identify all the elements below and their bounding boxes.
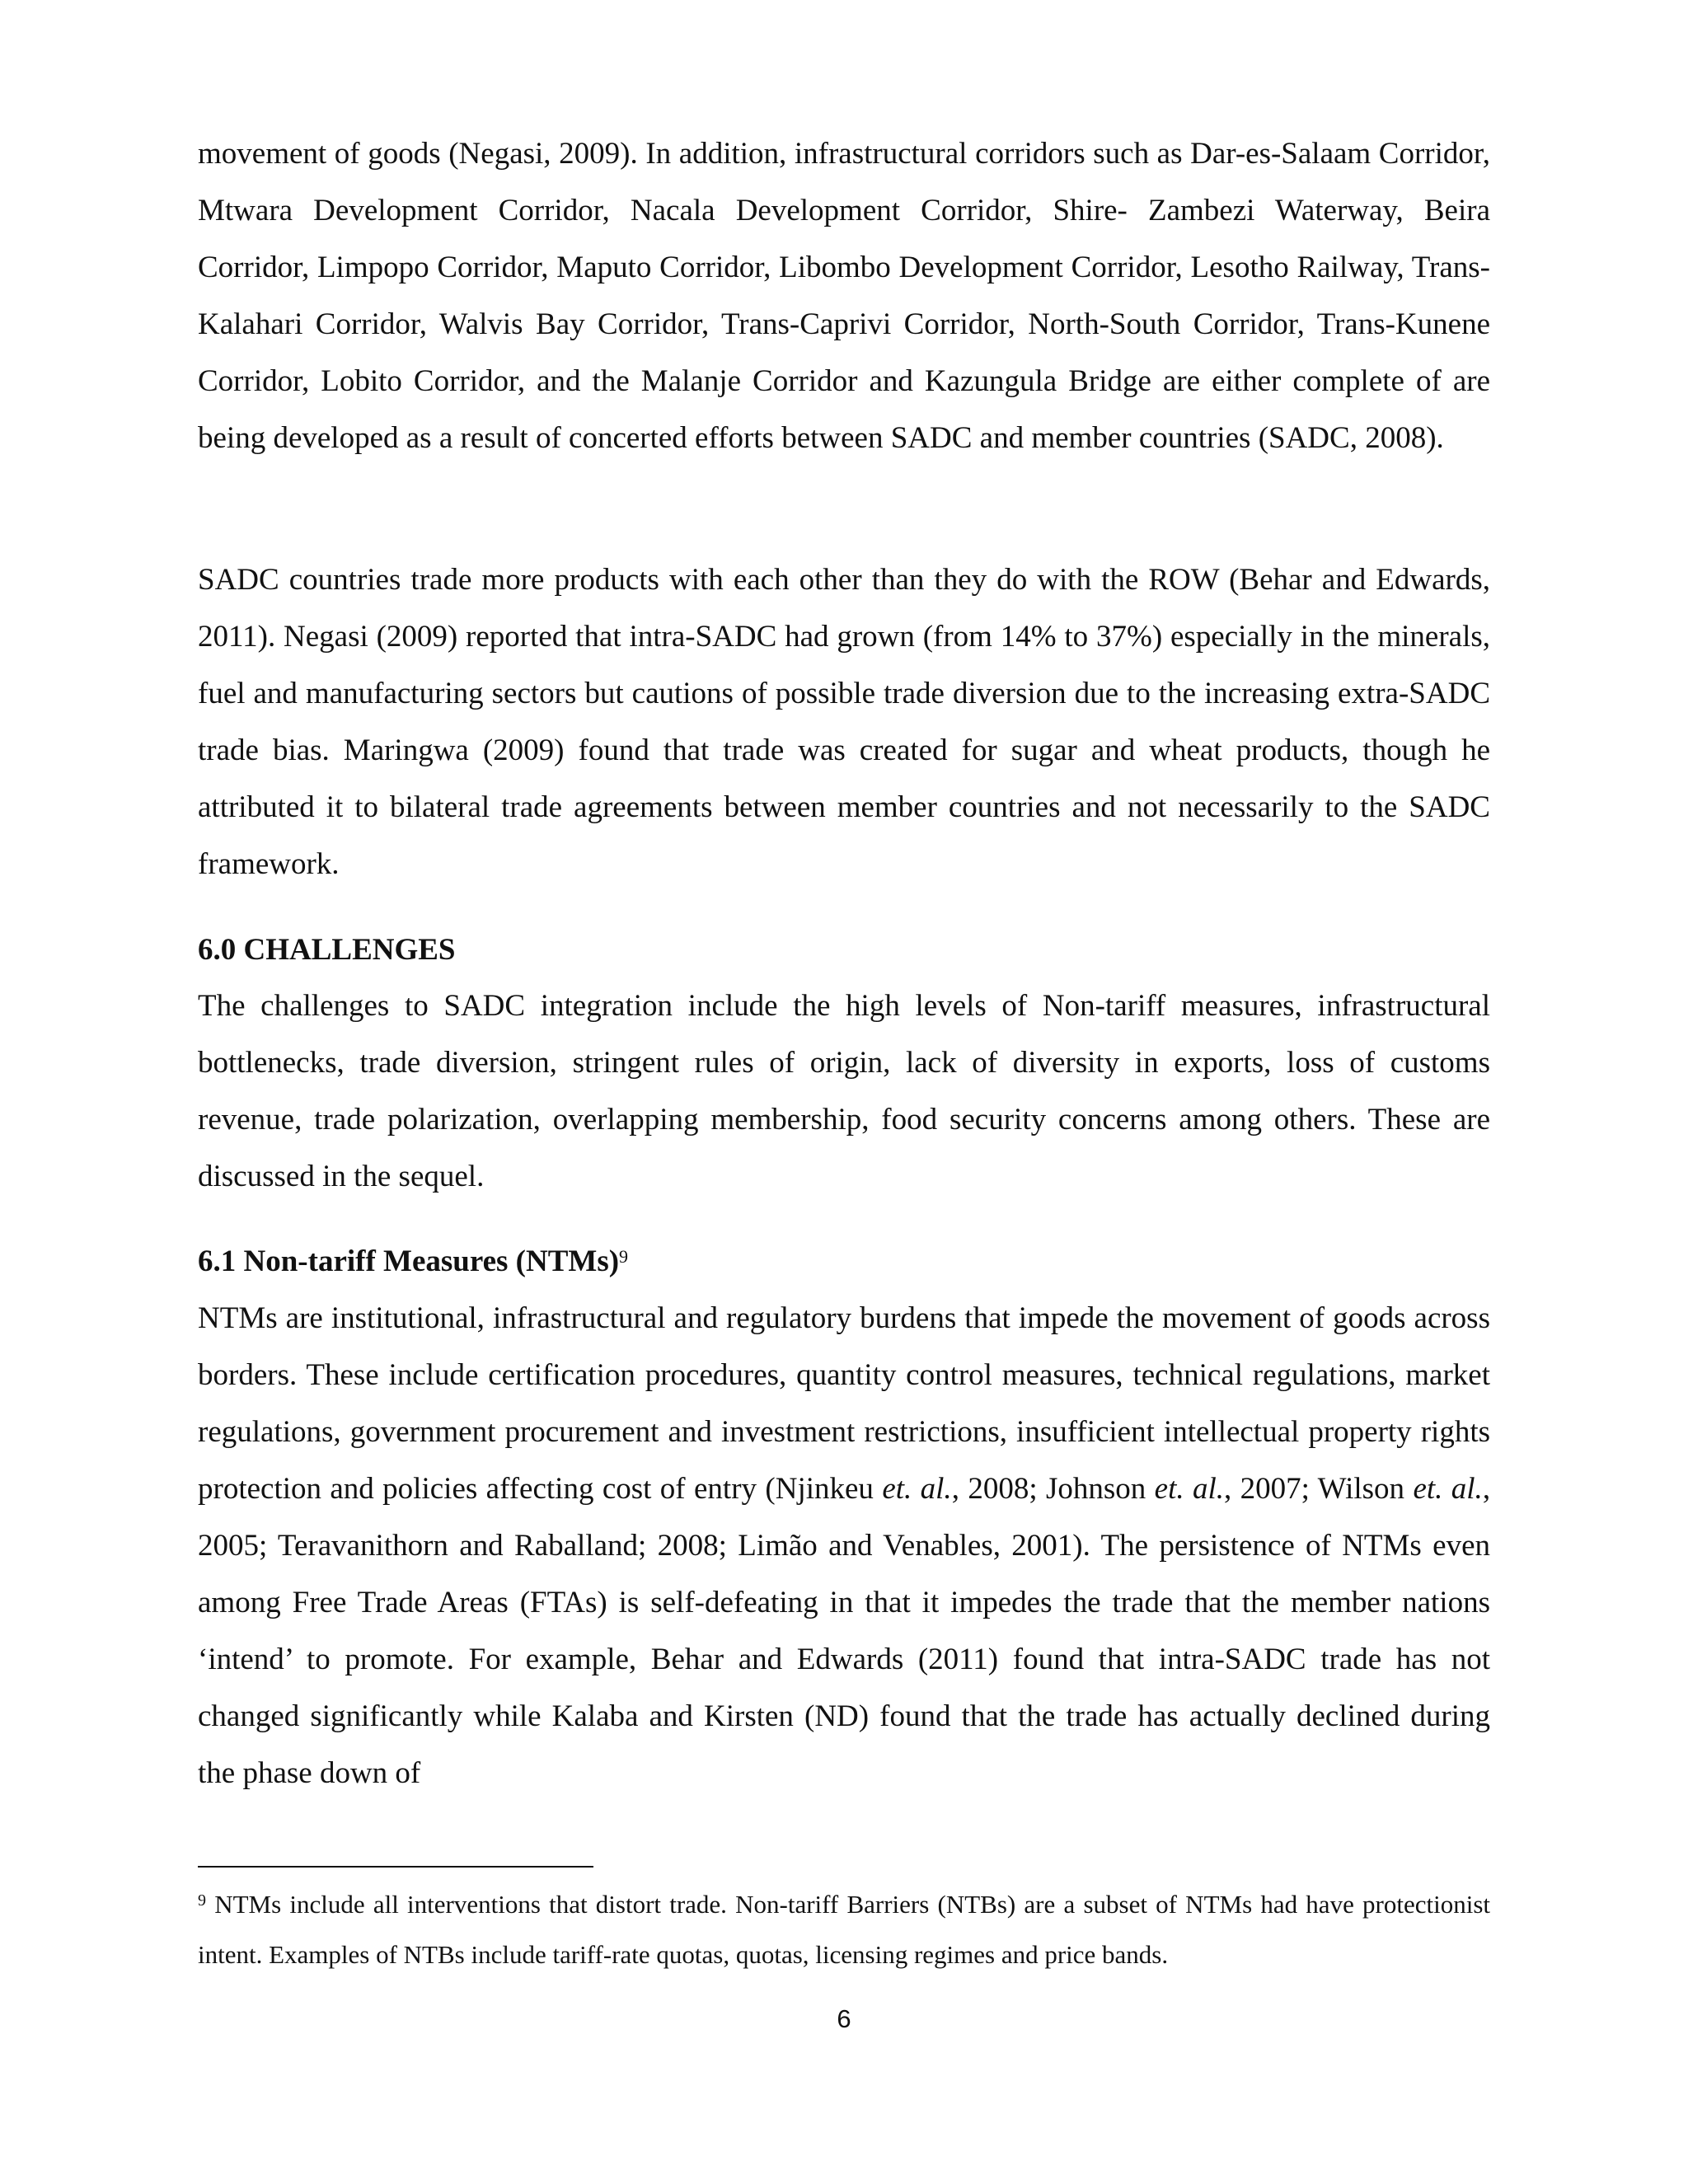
ntms-etal-1: et. al. <box>882 1472 952 1506</box>
ntms-text-part-2: , 2008; Johnson <box>951 1472 1155 1506</box>
paragraph-challenges: The challenges to SADC integration include the high levels of Non-tariff measures, infrastructural bottlenecks, trade diversion, stringent rules of origin, lack of diversity in exports, loss of customs revenue, trade polarization, overlapping membership, food security concerns among others. These are discussed in the sequel. <box>198 989 1490 1193</box>
section-heading-challenges: 6.0 CHALLENGES <box>198 933 456 967</box>
footnote-text: NTMs include all interventions that distort trade. Non-tariff Barriers (NTBs) are a subset of NTMs had have protectionist intent. Examples of NTBs include tariff-rate quotas, quotas, licensing regimes and price bands. <box>198 1890 1491 1969</box>
ntms-text-part-4: , 2005; Teravanithorn and Raballand; 2008; Limão and Venables, 2001). The persistence of NTMs even among Free Trade Areas (FTAs) is self-defeating in that it impedes the trade that the member nations ‘intend’ to promote. For example, Behar and Edwards (2011) found that intra-SADC trade has not changed significantly while Kalaba and Kirsten (ND) found that the trade has actually declined during the phase down of <box>198 1472 1491 1790</box>
footnote-number: 9 <box>198 1891 206 1910</box>
paragraph-ntms <box>198 1290 1490 1802</box>
document-page <box>198 0 1490 2184</box>
paragraph-corridors: movement of goods (Negasi, 2009). In addition, infrastructural corridors such as Dar-es-Salaam Corridor, Mtwara Development Corridor, Nacala Development Corridor, Shire- Zambezi Waterway, Beira Corridor, Limpopo Corridor, Maputo Corridor, Libombo Development Corridor, Lesotho Railway, Trans-Kalahari Corridor, Walvis Bay Corridor, Trans-Caprivi Corridor, North-South Corridor, Trans-Kunene Corridor, Lobito Corridor, and the Malanje Corridor and Kazungula Bridge are either complete of are being developed as a result of concerted efforts between SADC and member countries (SADC, 2008). <box>198 137 1490 455</box>
ntms-text-part-3: , 2007; Wilson <box>1224 1472 1414 1506</box>
ntms-text-part-1: NTMs are institutional, infrastructural and regulatory burdens that impede the movement of goods across borders. These include certification procedures, quantity control measures, technical regulations, market regulations, government procurement and investment restrictions, insufficient intellectual property rights protection and policies affecting cost of entry (Njinkeu <box>198 1301 1490 1506</box>
footnote <box>198 1879 1490 1980</box>
footnote-reference: 9 <box>619 1246 629 1267</box>
section-heading-ntms-text: 6.1 Non-tariff Measures (NTMs) <box>198 1244 620 1278</box>
page-number: 6 <box>837 2004 851 2033</box>
ntms-etal-3: et. al. <box>1413 1472 1483 1506</box>
ntms-etal-2: et. al. <box>1154 1472 1225 1506</box>
paragraph-intra-sadc-trade: SADC countries trade more products with each other than they do with the ROW (Behar and Edwards, 2011). Negasi (2009) reported that intra-SADC had grown (from 14% to 37%) especially in the minerals, fuel and manufacturing sectors but cautions of possible trade diversion due to the increasing extra-SADC trade bias. Maringwa (2009) found that trade was created for sugar and wheat products, though he attributed it to bilateral trade agreements between member countries and not necessarily to the SADC framework. <box>198 563 1490 881</box>
footnote-separator <box>198 1866 593 1868</box>
section-heading-ntms <box>198 1233 1490 1290</box>
